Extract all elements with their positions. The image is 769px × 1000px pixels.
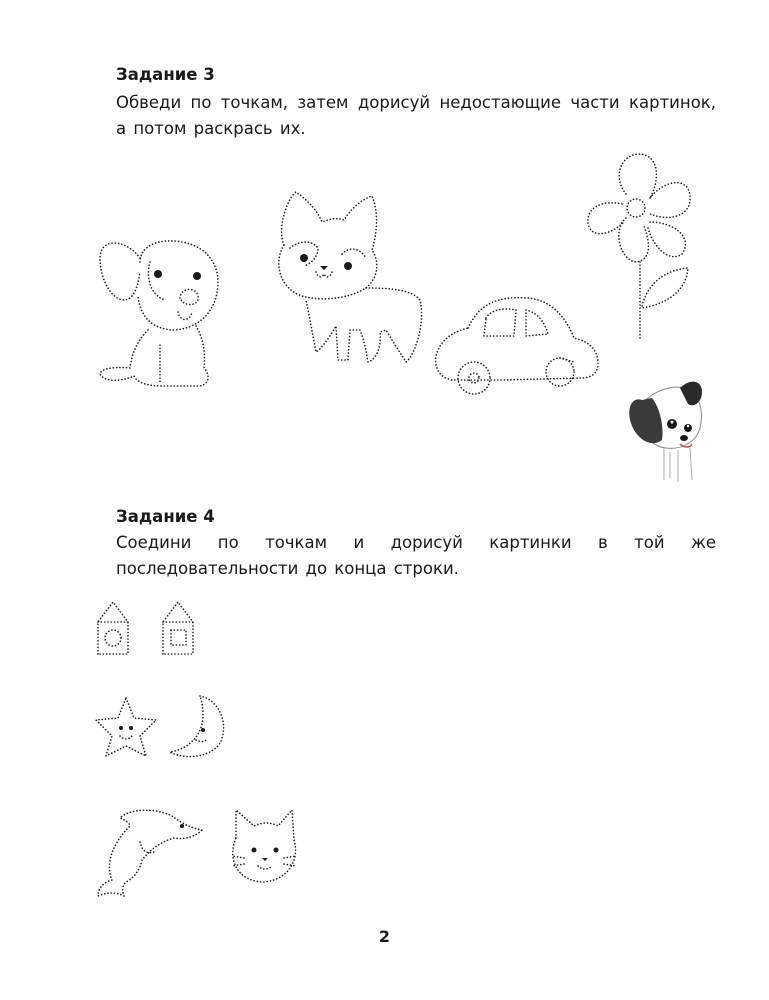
dotted-dolphin — [98, 810, 202, 896]
task-4-title: Задание 4 — [116, 507, 215, 526]
dotted-star — [96, 698, 156, 756]
dotted-flower-drawing — [588, 154, 690, 338]
task-3-instruction: Обведи по точкам, затем дорисуй недостающие части картинок, а потом раскрась их. — [116, 93, 716, 138]
task-4-instruction: Соедини по точкам и дорисуй картинки в той же последовательности до конца строки. — [116, 533, 716, 578]
dotted-dog-drawing — [100, 241, 218, 386]
puppy-illustration — [629, 382, 702, 482]
dotted-moon — [170, 696, 224, 757]
page-number: 2 — [378, 927, 391, 946]
dotted-house-square-window — [163, 602, 193, 654]
dotted-cat-face — [232, 810, 296, 882]
dotted-cat-drawing — [279, 192, 422, 362]
task-3-title: Задание 3 — [116, 65, 215, 84]
dotted-car-drawing — [436, 298, 598, 394]
dotted-house-circle-window — [98, 602, 128, 654]
